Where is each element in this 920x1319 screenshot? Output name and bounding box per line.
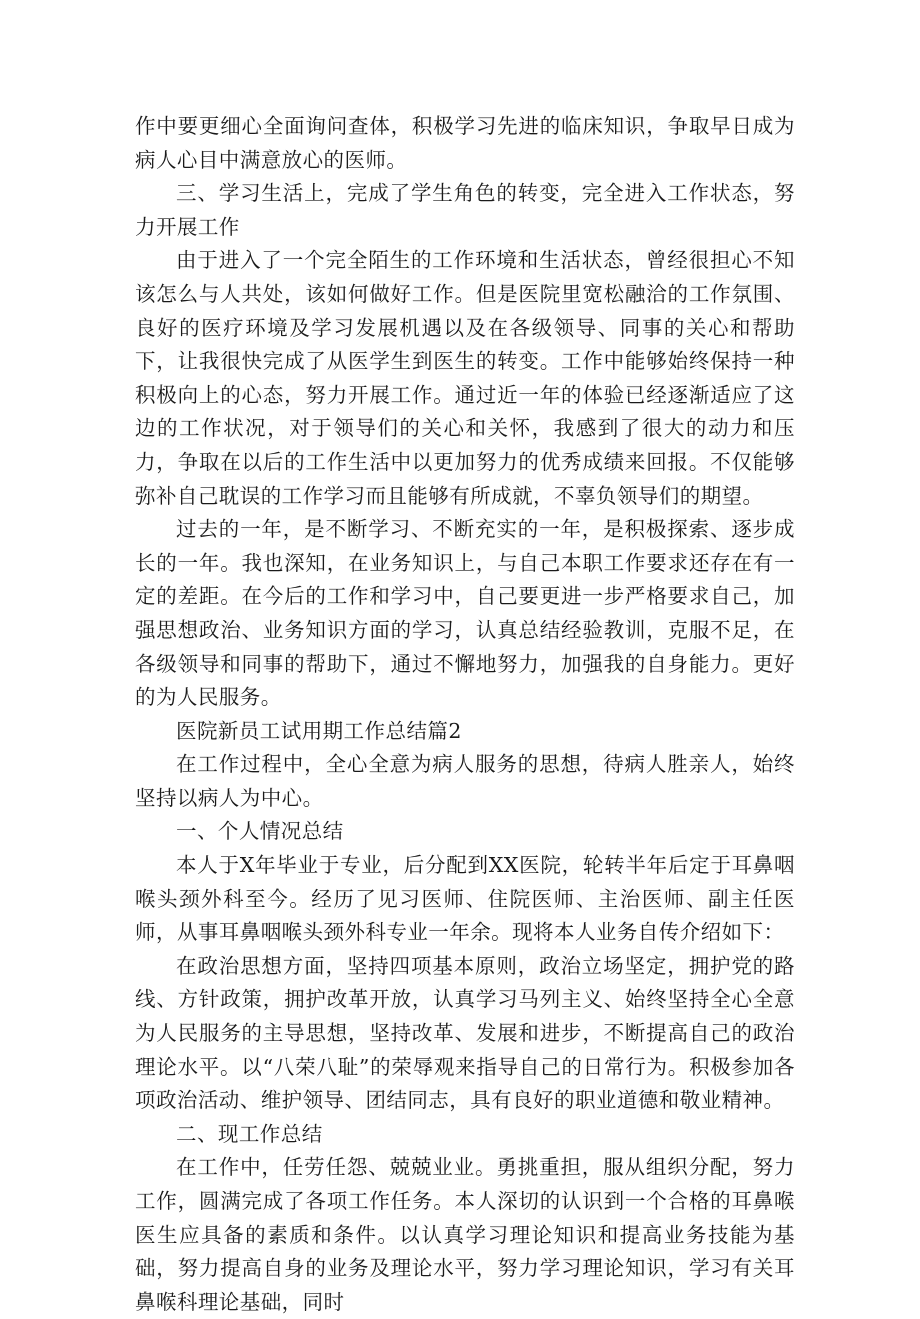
paragraph: 在政治思想方面，坚持四项基本原则，政治立场坚定，拥护党的路线、方针政策，拥护改革开放，认真学习马列主义、始终坚持全心全意为人民服务的主导思想，坚持改革、发展和进步，不断提高自己的政治理论水平。以“八荣八耻”的荣辱观来指导自己的日常行为。积极参加各项政治活动、维护领导、团结同志，具有良好的职业道德和敬业精神。 xyxy=(135,953,795,1113)
paragraph: 在工作中，任劳任怨、兢兢业业。勇挑重担，服从组织分配，努力工作，圆满完成了各项工作任务。本人深切的认识到一个合格的耳鼻喉医生应具备的素质和条件。以认真学习理论知识和提高业务技能为基础，努力提高自身的业务及理论水平，努力学习理论知识，学习有关耳鼻喉科理论基础，同时 xyxy=(135,1155,795,1314)
section-heading: 三、学习生活上，完成了学生角色的转变，完全进入工作状态，努力开展工作 xyxy=(135,181,795,239)
paragraph: 在工作过程中，全心全意为病人服务的思想，待病人胜亲人，始终坚持以病人为中心。 xyxy=(135,752,795,810)
document-body xyxy=(135,110,795,1319)
paragraph: 本人于X年毕业于专业，后分配到XX医院，轮转半年后定于耳鼻咽喉头颈外科至今。经历了见习医师、住院医师、主治医师、副主任医师，从事耳鼻咽喉头颈外科专业一年余。现将本人业务自传介绍如下： xyxy=(135,853,795,945)
paragraph: 作中要更细心全面询问查体，积极学习先进的临床知识，争取早日成为病人心目中满意放心的医师。 xyxy=(135,114,795,172)
paragraph: 由于进入了一个完全陌生的工作环境和生活状态，曾经很担心不知该怎么与人共处，该如何做好工作。但是医院里宽松融洽的工作氛围、良好的医疗环境及学习发展机遇以及在各级领导、同事的关心和帮助下，让我很快完成了从医学生到医生的转变。工作中能够始终保持一种积极向上的心态，努力开展工作。通过近一年的体验已经逐渐适应了这边的工作状况，对于领导们的关心和关怀，我感到了很大的动力和压力，争取在以后的工作生活中以更加努力的优秀成绩来回报。不仅能够弥补自己耽误的工作学习而且能够有所成就，不辜负领导们的期望。 xyxy=(135,248,795,508)
section-heading: 一、个人情况总结 xyxy=(176,819,344,844)
paragraph: 过去的一年，是不断学习、不断充实的一年，是积极探索、逐步成长的一年。我也深知，在业务知识上，与自己本职工作要求还存在有一定的差距。在今后的工作和学习中，自己要更进一步严格要求自己，加强思想政治、业务知识方面的学习，认真总结经验教训，克服不足，在各级领导和同事的帮助下，通过不懈地努力，加强我的自身能力。更好的为人民服务。 xyxy=(135,517,795,710)
article-title: 医院新员工试用期工作总结篇2 xyxy=(176,718,462,743)
section-heading: 二、现工作总结 xyxy=(176,1121,323,1146)
